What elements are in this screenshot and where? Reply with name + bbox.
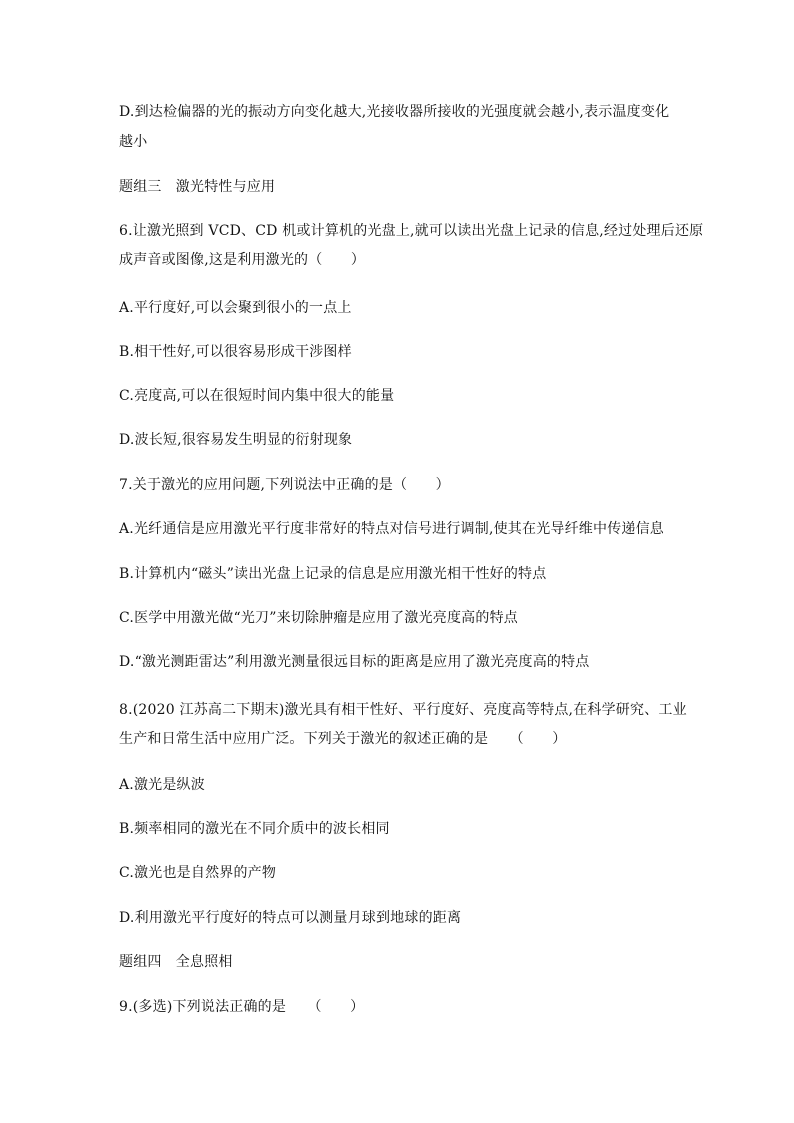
q6-option-c: C.亮度高,可以在很短时间内集中很大的能量 xyxy=(119,388,395,404)
q8-option-b: B.频率相同的激光在不同介质中的波长相同 xyxy=(119,821,390,837)
q5-option-d-line1: D.到达检偏器的光的振动方向变化越大,光接收器所接收的光强度就会越小,表示温度变化 xyxy=(119,104,670,120)
q6-stem-line2: 成声音或图像,这是利用激光的（ ） xyxy=(119,252,366,268)
q8-option-d: D.利用激光平行度好的特点可以测量月球到地球的距离 xyxy=(119,910,462,926)
q5-option-d-line2: 越小 xyxy=(119,134,148,150)
q7-option-d: D.“激光测距雷达”利用激光测量很远目标的距离是应用了激光亮度高的特点 xyxy=(119,654,590,670)
q6-option-b: B.相干性好,可以很容易形成干涉图样 xyxy=(119,344,352,360)
q6-option-a: A.平行度好,可以会聚到很小的一点上 xyxy=(119,300,352,316)
q7-stem: 7.关于激光的应用问题,下列说法中正确的是（ ） xyxy=(119,477,450,493)
q9-stem: 9.(多选)下列说法正确的是 （ ） xyxy=(119,999,365,1015)
group3-heading: 题组三 激光特性与应用 xyxy=(119,179,276,195)
q7-option-a: A.光纤通信是应用激光平行度非常好的特点对信号进行调制,使其在光导纤维中传递信息 xyxy=(119,521,665,537)
q7-option-b: B.计算机内“磁头”读出光盘上记录的信息是应用激光相干性好的特点 xyxy=(119,566,547,582)
q8-stem-line2: 生产和日常生活中应用广泛。下列关于激光的叙述正确的是 （ ） xyxy=(119,731,567,747)
q8-stem-line1: 8.(2020 江苏高二下期末)激光具有相干性好、平行度好、亮度高等特点,在科学研究、工业 xyxy=(119,702,687,718)
group4-heading: 题组四 全息照相 xyxy=(119,954,233,970)
q8-option-c: C.激光也是自然界的产物 xyxy=(119,865,277,881)
q8-option-a: A.激光是纵波 xyxy=(119,777,205,793)
q7-option-c: C.医学中用激光做“光刀”来切除肿瘤是应用了激光亮度高的特点 xyxy=(119,610,518,626)
q6-stem-line1: 6.让激光照到 VCD、CD 机或计算机的光盘上,就可以读出光盘上记录的信息,经过处理后还原 xyxy=(119,223,704,239)
q6-option-d: D.波长短,很容易发生明显的衍射现象 xyxy=(119,432,353,448)
